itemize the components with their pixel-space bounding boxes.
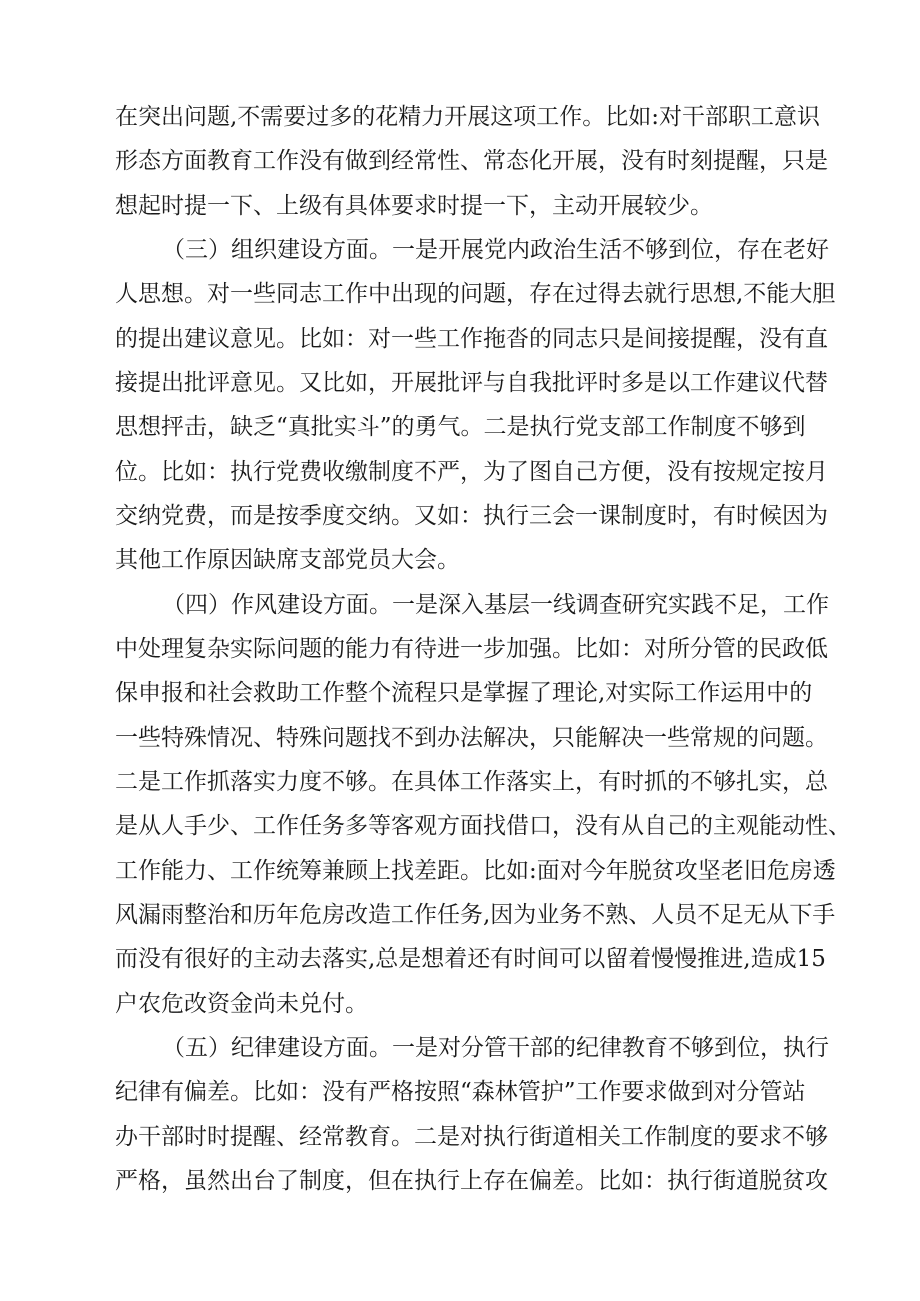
text-line: 是从人手少、工作任务多等客观方面找借口，没有从自己的主观能动性、 — [115, 813, 851, 839]
text-line: 风漏雨整治和历年危房改造工作任务,因为业务不熟、人员不足无从下手 — [115, 902, 836, 928]
paragraph-3-start: （三）组织建设方面。一是开展党内政治生活不够到位，存在老好 — [162, 237, 829, 263]
text-line: 位。比如：执行党费收缴制度不严，为了图自己方便，没有按规定按月 — [115, 459, 828, 485]
text-line: 中处理复杂实际问题的能力有待进一步加强。比如：对所分管的民政低 — [115, 636, 828, 662]
text-line: 保申报和社会救助工作整个流程只是掌握了理论,对实际工作运用中的 — [115, 680, 813, 706]
paragraph-4-start: （四）作风建设方面。一是深入基层一线调查研究实践不足，工作 — [162, 592, 829, 618]
text-line: 而没有很好的主动去落实,总是想着还有时间可以留着慢慢推进,造成15 — [115, 946, 826, 972]
text-line: 交纳党费，而是按季度交纳。又如：执行三会一课制度时，有时候因为 — [115, 503, 828, 529]
text-line: 一些特殊情况、特殊问题找不到办法解决，只能解决一些常规的问题。 — [115, 725, 828, 751]
text-line: 二是工作抓落实力度不够。在具体工作落实上，有时抓的不够扎实，总 — [115, 769, 828, 795]
text-line: 纪律有偏差。比如：没有严格按照“森林管护”工作要求做到对分管站 — [115, 1079, 806, 1105]
paragraph-5-start: （五）纪律建设方面。一是对分管干部的纪律教育不够到位，执行 — [162, 1035, 829, 1061]
text-line: 严格，虽然出台了制度，但在执行上存在偏差。比如：执行街道脱贫攻 — [115, 1168, 828, 1194]
text-line: 人思想。对一些同志工作中出现的问题，存在过得去就行思想,不能大胆 — [115, 281, 836, 307]
text-line: 形态方面教育工作没有做到经常性、常态化开展，没有时刻提醒，只是 — [115, 148, 828, 174]
text-line: 工作能力、工作统筹兼顾上找差距。比如:面对今年脱贫攻坚老旧危房透 — [115, 858, 836, 884]
text-line: 在突出问题,不需要过多的花精力开展这项工作。比如:对干部职工意识 — [115, 104, 821, 130]
text-line: 的提出建议意见。比如：对一些工作拖沓的同志只是间接提醒，没有直 — [115, 326, 828, 352]
text-line: 思想抨击，缺乏“真批实斗”的勇气。二是执行党支部工作制度不够到 — [115, 414, 806, 440]
text-line: 其他工作原因缺席支部党员大会。 — [115, 547, 460, 573]
text-line: 想起时提一下、上级有具体要求时提一下，主动开展较少。 — [115, 193, 713, 219]
text-line: 户农危改资金尚未兑付。 — [115, 991, 368, 1017]
text-line: 办干部时时提醒、经常教育。二是对执行街道相关工作制度的要求不够 — [115, 1124, 828, 1150]
text-line: 接提出批评意见。又比如，开展批评与自我批评时多是以工作建议代替 — [115, 370, 828, 396]
